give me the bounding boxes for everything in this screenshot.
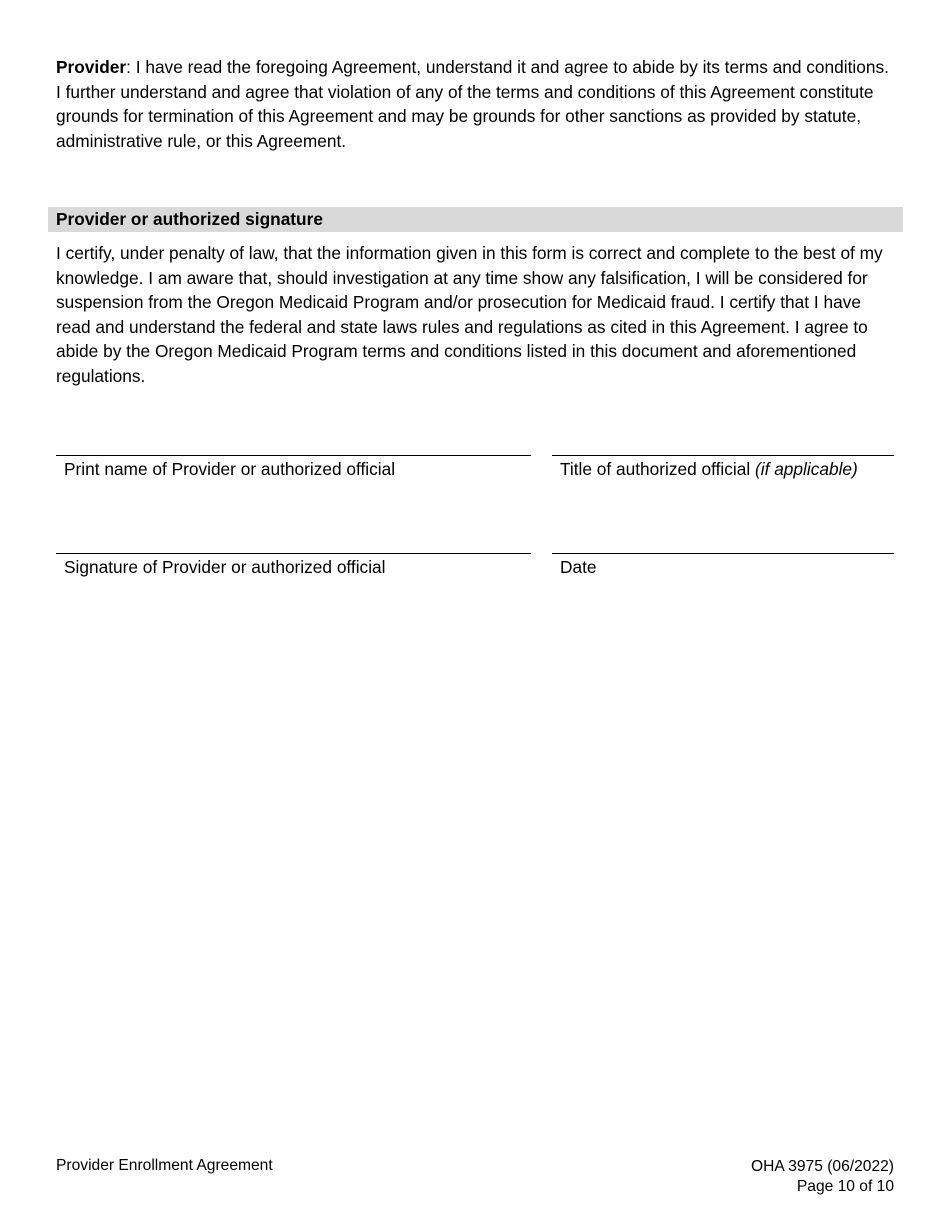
footer-document-title: Provider Enrollment Agreement (56, 1157, 273, 1174)
section-title: Provider or authorized signature (56, 209, 323, 229)
date-label: Date (560, 557, 597, 577)
print-name-field[interactable] (56, 455, 531, 496)
provider-agreement-paragraph (56, 55, 896, 153)
footer-page-number: Page 10 of 10 (796, 1178, 894, 1195)
date-field[interactable] (552, 553, 894, 594)
signature-label: Signature of Provider or authorized official (64, 557, 386, 577)
footer-form-info (751, 1157, 894, 1197)
provider-agreement-text: : I have read the foregoing Agreement, understand it and agree to abide by its terms and conditions. I further understand and agree that violation of any of the terms and conditions of this Agreement constitute grounds for termination of this Agreement and may be grounds for other sanctions as provided by statute, administrative rule, or this Agreement. (56, 57, 889, 151)
provider-lead-label: Provider (56, 57, 127, 77)
footer-form-id: OHA 3975 (06/2022) (750, 1158, 894, 1175)
official-title-text: Title of authorized official (560, 459, 755, 479)
official-title-field[interactable] (552, 455, 894, 496)
official-title-label (560, 459, 858, 480)
signature-field[interactable] (56, 553, 531, 594)
print-name-label: Print name of Provider or authorized official (64, 459, 396, 479)
section-header-signature (48, 207, 903, 232)
if-applicable-note: (if applicable) (755, 459, 858, 479)
certification-paragraph: I certify, under penalty of law, that the information given in this form is correct and complete to the best of my knowledge. I am aware that, should investigation at any time show any falsification, I will be considered for suspension from the Oregon Medicaid Program and/or prosecution for Medicaid fraud. I certify that I have read and understand the federal and state laws rules and regulations as cited in this Agreement. I agree to abide by the Oregon Medicaid Program terms and conditions listed in this document and aforementioned regulations. (56, 243, 883, 386)
